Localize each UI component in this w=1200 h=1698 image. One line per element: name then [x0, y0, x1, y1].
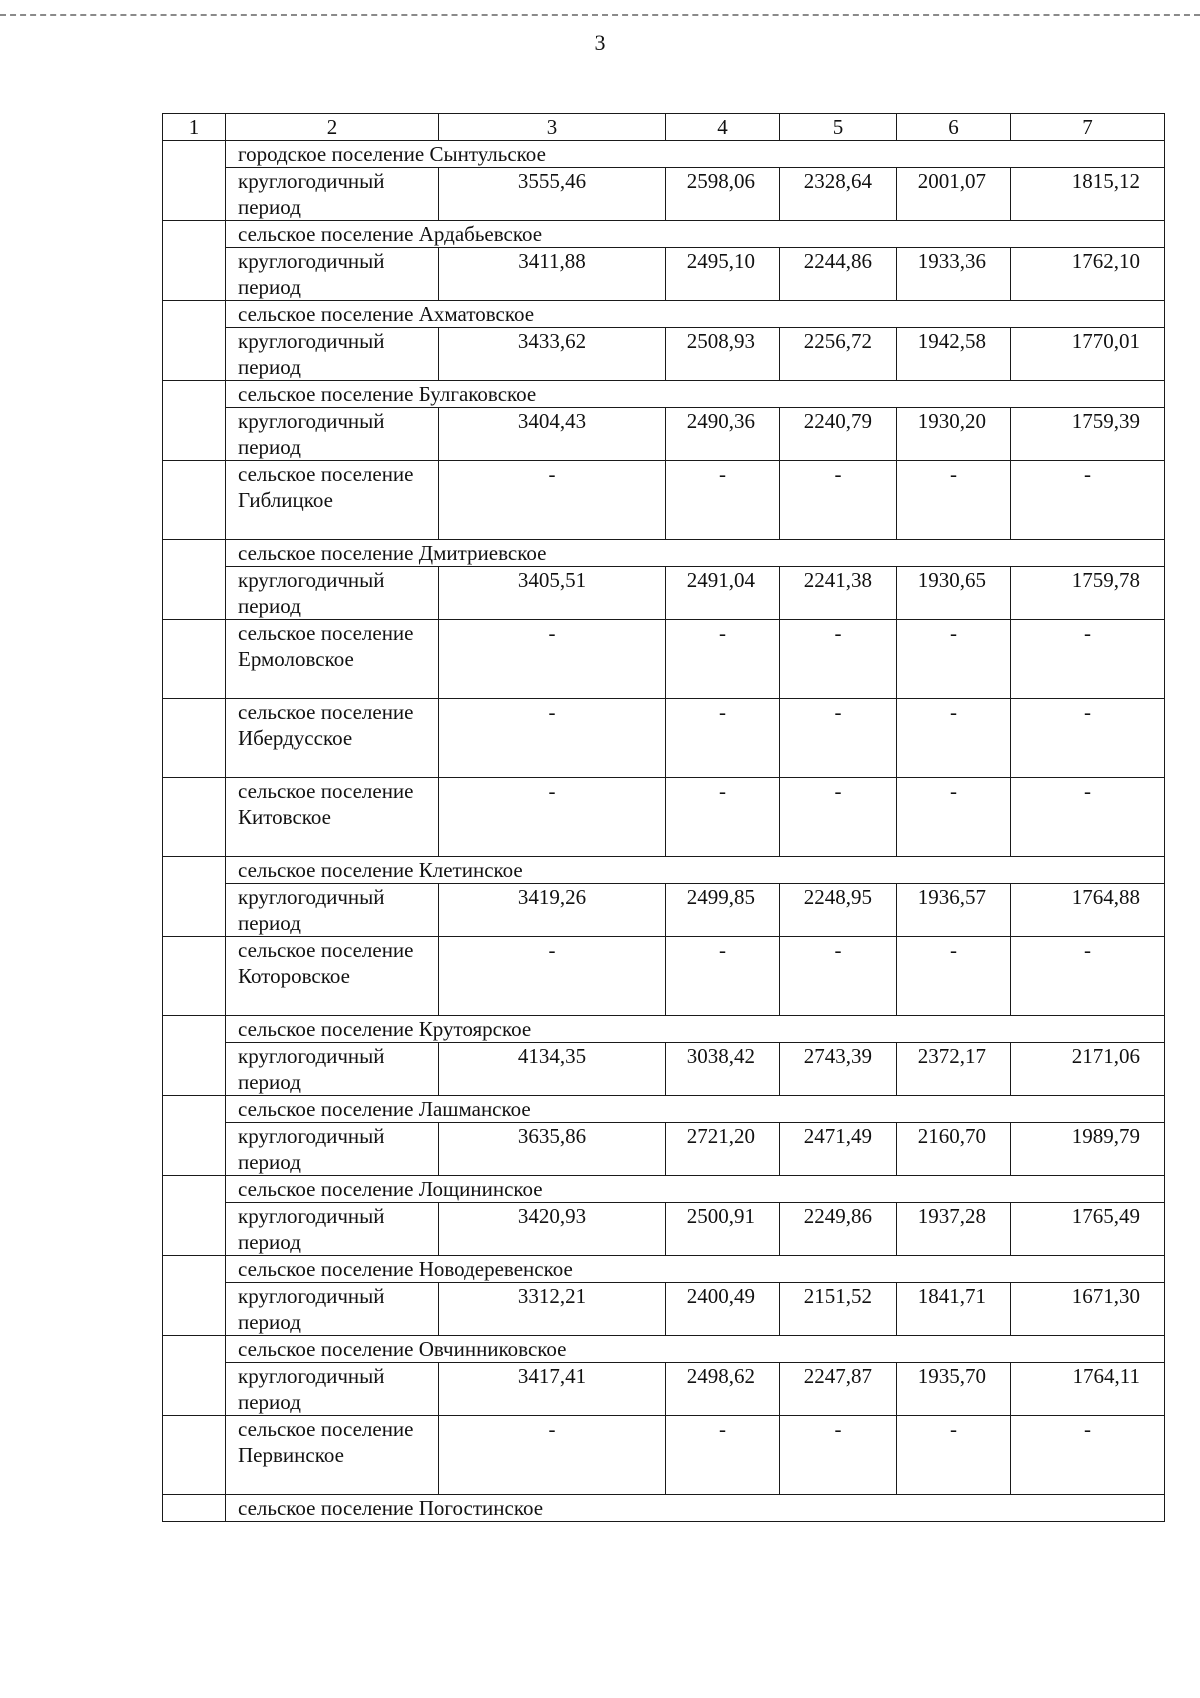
- value-cell: -: [666, 778, 780, 857]
- value-cell: -: [439, 699, 666, 778]
- table-header-row: [163, 114, 1165, 141]
- index-cell: [163, 1096, 226, 1123]
- row-label: круглогодичный период: [226, 1043, 439, 1096]
- index-cell: [163, 248, 226, 301]
- value-cell: -: [780, 620, 897, 699]
- table-row: [163, 408, 1165, 461]
- index-cell: [163, 937, 226, 1016]
- value-cell: 1762,10: [1011, 248, 1165, 301]
- value-cell: 1930,65: [897, 567, 1011, 620]
- index-cell: [163, 1043, 226, 1096]
- value-cell: 3433,62: [439, 328, 666, 381]
- table-row: [163, 461, 1165, 540]
- settlement-row: [163, 1176, 1165, 1203]
- settlement-row: [163, 1256, 1165, 1283]
- value-cell: 3312,21: [439, 1283, 666, 1336]
- value-cell: -: [666, 1416, 780, 1495]
- value-cell: -: [1011, 937, 1165, 1016]
- value-cell: -: [439, 620, 666, 699]
- value-cell: 2328,64: [780, 168, 897, 221]
- row-label: круглогодичный период: [226, 567, 439, 620]
- table-row: [163, 620, 1165, 699]
- table-row: [163, 168, 1165, 221]
- value-cell: 2247,87: [780, 1363, 897, 1416]
- index-cell: [163, 1283, 226, 1336]
- value-cell: 2490,36: [666, 408, 780, 461]
- value-cell: 1759,78: [1011, 567, 1165, 620]
- value-cell: -: [1011, 1416, 1165, 1495]
- page-number: 3: [594, 30, 606, 55]
- settlement-row: [163, 301, 1165, 328]
- table-row: [163, 328, 1165, 381]
- value-cell: 2400,49: [666, 1283, 780, 1336]
- value-cell: -: [780, 1416, 897, 1495]
- value-cell: -: [1011, 620, 1165, 699]
- value-cell: 3635,86: [439, 1123, 666, 1176]
- settlement-row: [163, 540, 1165, 567]
- table-row: [163, 778, 1165, 857]
- settlement-name: городское поселение Сынтульское: [226, 141, 1165, 168]
- value-cell: 3555,46: [439, 168, 666, 221]
- settlement-row: [163, 1096, 1165, 1123]
- settlement-row: [163, 1495, 1165, 1522]
- settlement-row: [163, 857, 1165, 884]
- index-cell: [163, 381, 226, 408]
- row-label: круглогодичный период: [226, 168, 439, 221]
- row-label: круглогодичный период: [226, 884, 439, 937]
- value-cell: 2001,07: [897, 168, 1011, 221]
- value-cell: 1765,49: [1011, 1203, 1165, 1256]
- index-cell: [163, 1203, 226, 1256]
- settlement-name: сельское поселение Лощининское: [226, 1176, 1165, 1203]
- index-cell: [163, 620, 226, 699]
- value-cell: 1759,39: [1011, 408, 1165, 461]
- value-cell: 3405,51: [439, 567, 666, 620]
- value-cell: 3417,41: [439, 1363, 666, 1416]
- value-cell: 1764,88: [1011, 884, 1165, 937]
- value-cell: 4134,35: [439, 1043, 666, 1096]
- value-cell: 3419,26: [439, 884, 666, 937]
- value-cell: 2256,72: [780, 328, 897, 381]
- header-cell: 4: [666, 114, 780, 141]
- settlement-name: сельское поселение Новодеревенское: [226, 1256, 1165, 1283]
- value-cell: 1989,79: [1011, 1123, 1165, 1176]
- index-cell: [163, 567, 226, 620]
- value-cell: 3411,88: [439, 248, 666, 301]
- scan-artifact-line: [0, 14, 1200, 16]
- index-cell: [163, 1176, 226, 1203]
- table-row: [163, 1043, 1165, 1096]
- value-cell: -: [1011, 778, 1165, 857]
- index-cell: [163, 168, 226, 221]
- index-cell: [163, 1336, 226, 1363]
- value-cell: 2499,85: [666, 884, 780, 937]
- index-cell: [163, 1495, 226, 1522]
- value-cell: -: [897, 937, 1011, 1016]
- value-cell: -: [439, 461, 666, 540]
- index-cell: [163, 141, 226, 168]
- value-cell: 1671,30: [1011, 1283, 1165, 1336]
- value-cell: 1936,57: [897, 884, 1011, 937]
- value-cell: -: [780, 461, 897, 540]
- settlement-row: [163, 1016, 1165, 1043]
- row-label: круглогодичный период: [226, 328, 439, 381]
- header-cell: 6: [897, 114, 1011, 141]
- table-row: [163, 884, 1165, 937]
- value-cell: 2491,04: [666, 567, 780, 620]
- value-cell: 2743,39: [780, 1043, 897, 1096]
- value-cell: 3420,93: [439, 1203, 666, 1256]
- settlement-name: сельское поселение Булгаковское: [226, 381, 1165, 408]
- value-cell: -: [897, 620, 1011, 699]
- table-row: [163, 937, 1165, 1016]
- settlement-name: сельское поселение Овчинниковское: [226, 1336, 1165, 1363]
- index-cell: [163, 1363, 226, 1416]
- value-cell: -: [666, 461, 780, 540]
- value-cell: 1930,20: [897, 408, 1011, 461]
- value-cell: 2151,52: [780, 1283, 897, 1336]
- table-row: [163, 248, 1165, 301]
- table-row: [163, 567, 1165, 620]
- settlement-name: сельское поселение Дмитриевское: [226, 540, 1165, 567]
- settlement-row: [163, 141, 1165, 168]
- settlement-name: сельское поселение Лашманское: [226, 1096, 1165, 1123]
- index-cell: [163, 221, 226, 248]
- row-label: круглогодичный период: [226, 408, 439, 461]
- settlement-name: сельское поселение Погостинское: [226, 1495, 1165, 1522]
- value-cell: 2598,06: [666, 168, 780, 221]
- value-cell: 1935,70: [897, 1363, 1011, 1416]
- value-cell: 2500,91: [666, 1203, 780, 1256]
- value-cell: 1764,11: [1011, 1363, 1165, 1416]
- settlement-name: сельское поселение Крутоярское: [226, 1016, 1165, 1043]
- table-row: [163, 699, 1165, 778]
- value-cell: 1815,12: [1011, 168, 1165, 221]
- row-label: сельское поселение Ибердусское: [226, 699, 439, 778]
- index-cell: [163, 884, 226, 937]
- value-cell: 2495,10: [666, 248, 780, 301]
- value-cell: -: [666, 620, 780, 699]
- table-body: [163, 114, 1165, 1522]
- value-cell: 1937,28: [897, 1203, 1011, 1256]
- value-cell: 2171,06: [1011, 1043, 1165, 1096]
- value-cell: 2471,49: [780, 1123, 897, 1176]
- index-cell: [163, 778, 226, 857]
- index-cell: [163, 1256, 226, 1283]
- index-cell: [163, 1123, 226, 1176]
- index-cell: [163, 1016, 226, 1043]
- table-row: [163, 1283, 1165, 1336]
- value-cell: 1933,36: [897, 248, 1011, 301]
- settlement-name: сельское поселение Ахматовское: [226, 301, 1165, 328]
- value-cell: -: [780, 778, 897, 857]
- header-cell: 2: [226, 114, 439, 141]
- value-cell: 1942,58: [897, 328, 1011, 381]
- value-cell: 2249,86: [780, 1203, 897, 1256]
- value-cell: 2160,70: [897, 1123, 1011, 1176]
- value-cell: -: [897, 778, 1011, 857]
- value-cell: 2498,62: [666, 1363, 780, 1416]
- header-cell: 7: [1011, 114, 1165, 141]
- header-cell: 3: [439, 114, 666, 141]
- value-cell: 2508,93: [666, 328, 780, 381]
- index-cell: [163, 301, 226, 328]
- row-label: сельское поселение Которовское: [226, 937, 439, 1016]
- row-label: круглогодичный период: [226, 1203, 439, 1256]
- index-cell: [163, 461, 226, 540]
- value-cell: 2248,95: [780, 884, 897, 937]
- settlement-name: сельское поселение Ардабьевское: [226, 221, 1165, 248]
- table-row: [163, 1123, 1165, 1176]
- index-cell: [163, 408, 226, 461]
- table-row: [163, 1203, 1165, 1256]
- value-cell: -: [439, 1416, 666, 1495]
- index-cell: [163, 328, 226, 381]
- value-cell: -: [666, 937, 780, 1016]
- value-cell: -: [439, 937, 666, 1016]
- row-label: сельское поселение Ермоловское: [226, 620, 439, 699]
- value-cell: -: [666, 699, 780, 778]
- table-row: [163, 1416, 1165, 1495]
- value-cell: 1770,01: [1011, 328, 1165, 381]
- header-cell: 5: [780, 114, 897, 141]
- settlement-row: [163, 381, 1165, 408]
- settlement-name: сельское поселение Клетинское: [226, 857, 1165, 884]
- value-cell: -: [439, 778, 666, 857]
- header-cell: 1: [163, 114, 226, 141]
- value-cell: -: [1011, 699, 1165, 778]
- row-label: круглогодичный период: [226, 1283, 439, 1336]
- row-label: круглогодичный период: [226, 248, 439, 301]
- row-label: круглогодичный период: [226, 1123, 439, 1176]
- index-cell: [163, 540, 226, 567]
- value-cell: 3404,43: [439, 408, 666, 461]
- index-cell: [163, 1416, 226, 1495]
- value-cell: -: [897, 699, 1011, 778]
- row-label: сельское поселение Первинское: [226, 1416, 439, 1495]
- tariff-table: [162, 113, 1165, 1522]
- index-cell: [163, 699, 226, 778]
- index-cell: [163, 857, 226, 884]
- row-label: сельское поселение Гиблицкое: [226, 461, 439, 540]
- row-label: круглогодичный период: [226, 1363, 439, 1416]
- tariff-table-container: [162, 113, 1164, 1522]
- value-cell: 2372,17: [897, 1043, 1011, 1096]
- settlement-row: [163, 1336, 1165, 1363]
- value-cell: 2241,38: [780, 567, 897, 620]
- value-cell: -: [897, 461, 1011, 540]
- value-cell: 2721,20: [666, 1123, 780, 1176]
- value-cell: -: [780, 937, 897, 1016]
- value-cell: -: [780, 699, 897, 778]
- settlement-row: [163, 221, 1165, 248]
- value-cell: 2240,79: [780, 408, 897, 461]
- value-cell: 2244,86: [780, 248, 897, 301]
- value-cell: -: [1011, 461, 1165, 540]
- value-cell: -: [897, 1416, 1011, 1495]
- row-label: сельское поселение Китовское: [226, 778, 439, 857]
- value-cell: 3038,42: [666, 1043, 780, 1096]
- table-row: [163, 1363, 1165, 1416]
- value-cell: 1841,71: [897, 1283, 1011, 1336]
